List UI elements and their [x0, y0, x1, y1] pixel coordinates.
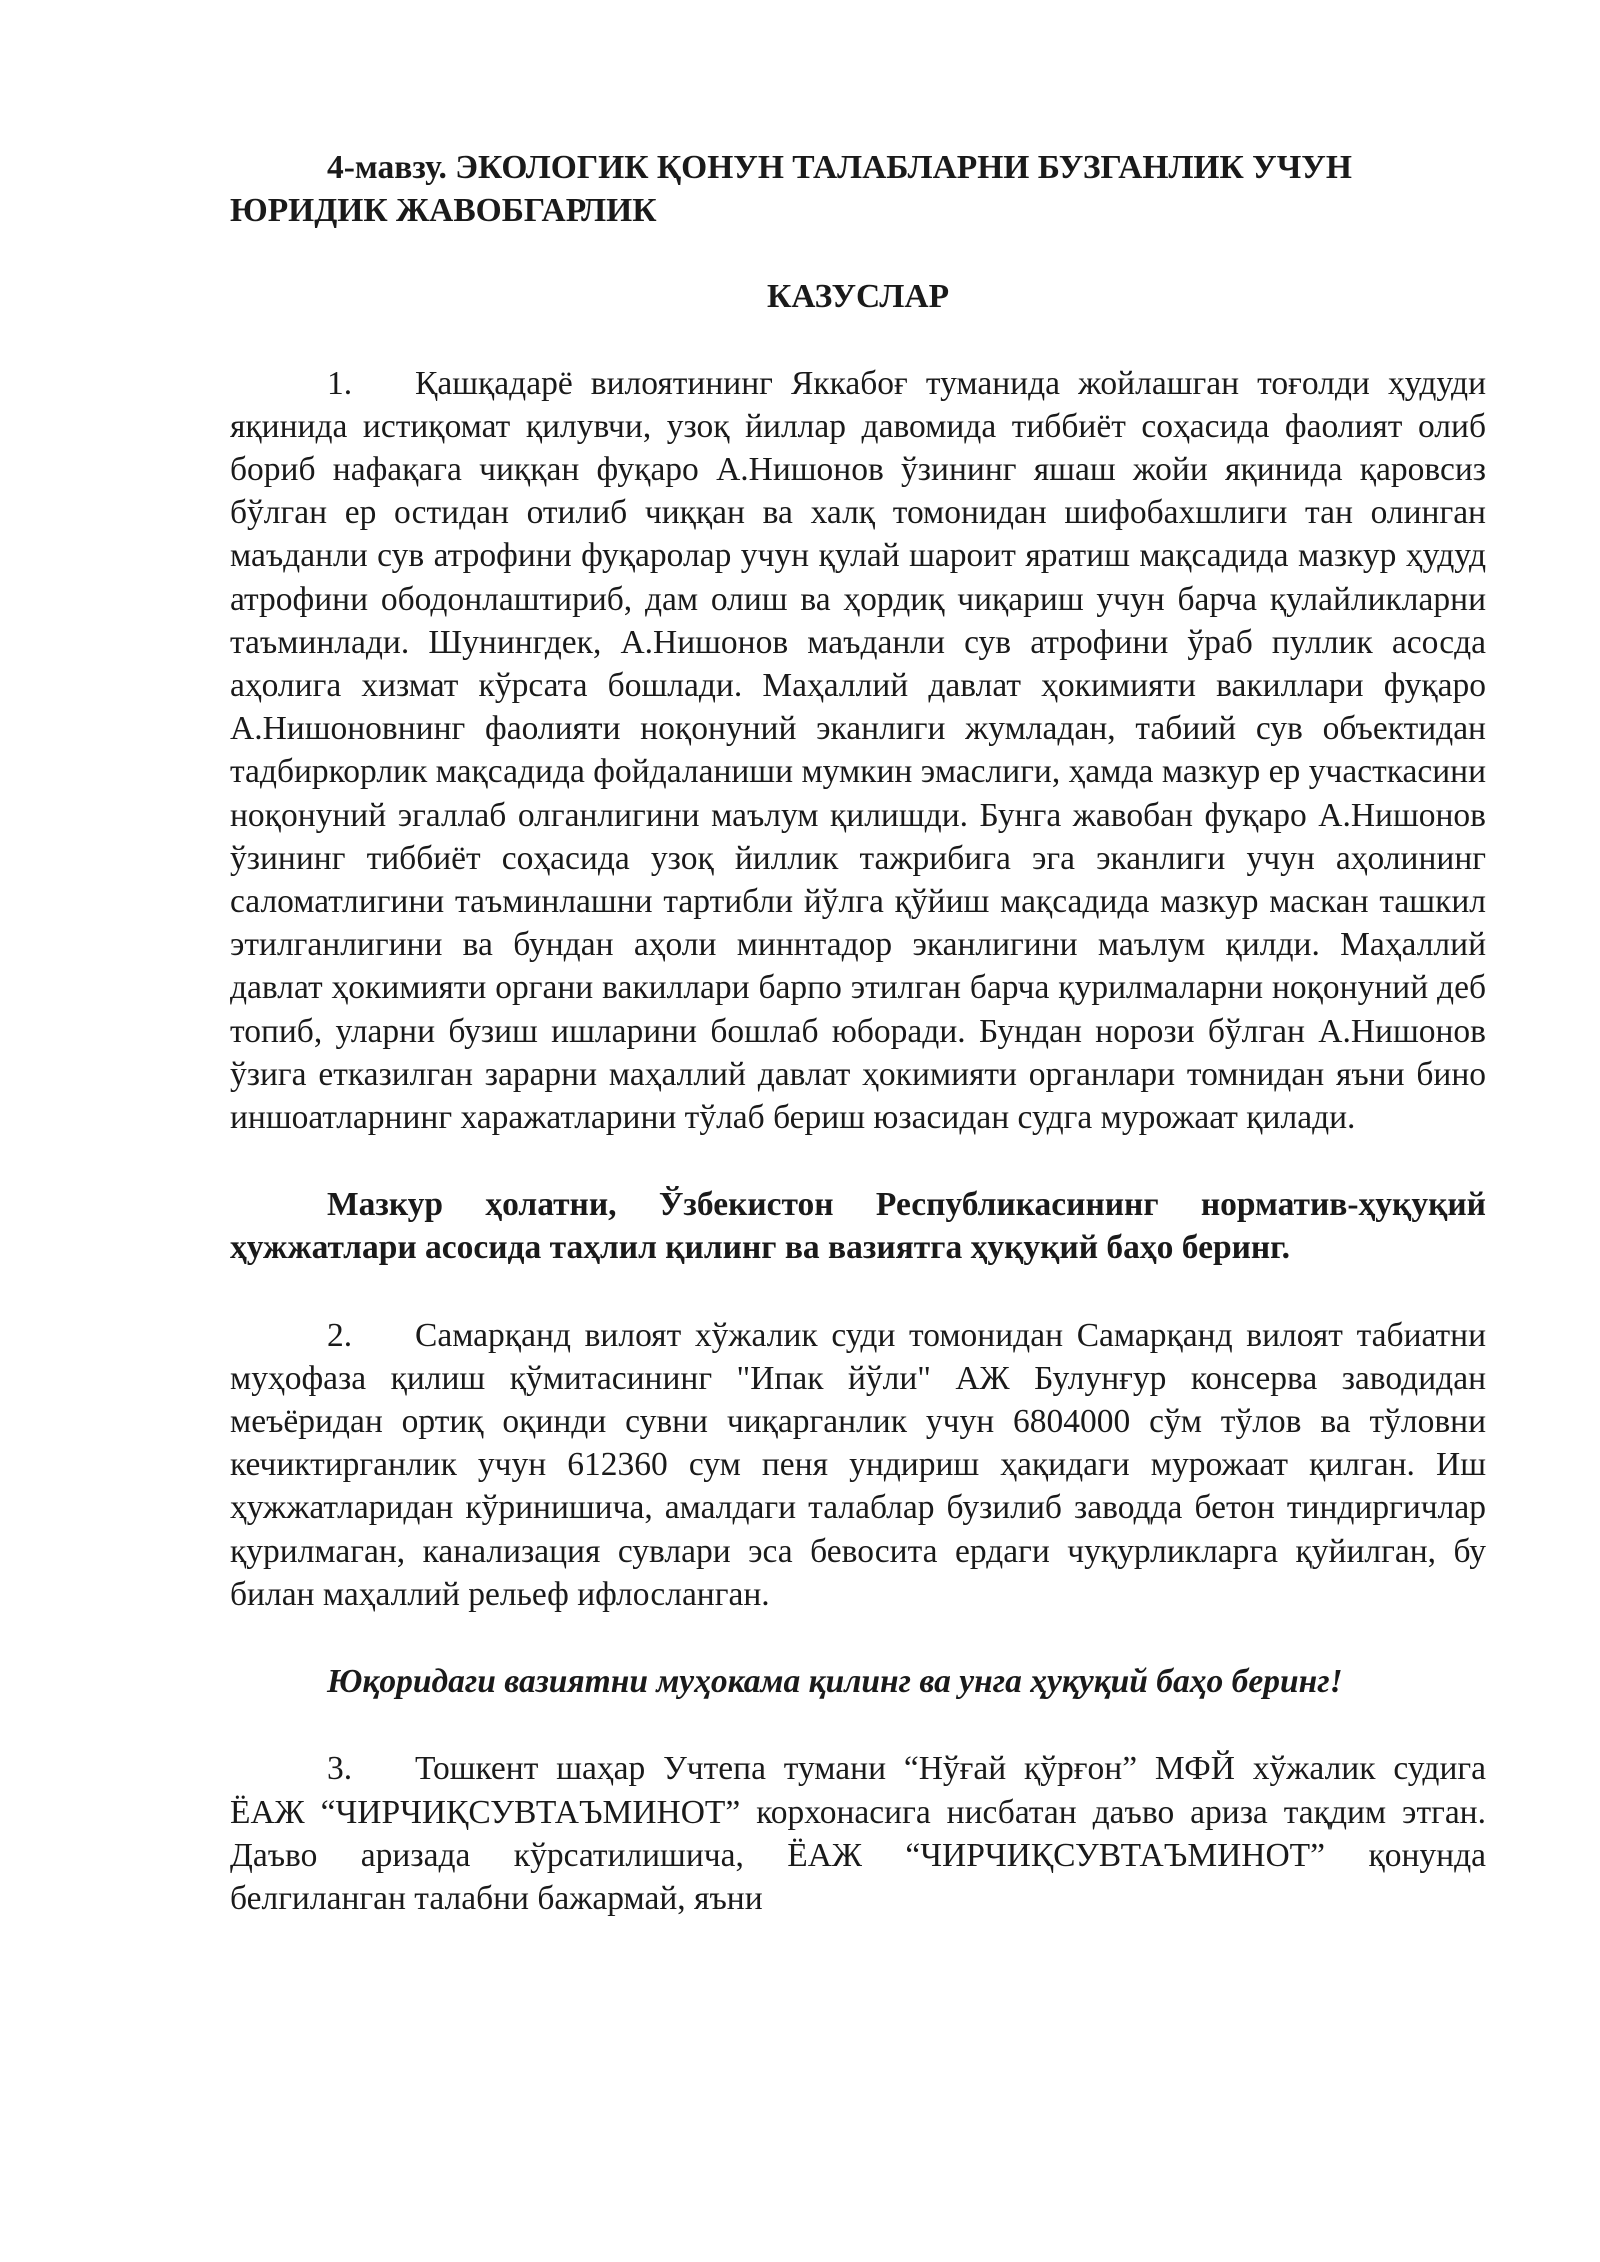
case-3-paragraph [230, 1747, 1486, 1920]
case-2-paragraph [230, 1314, 1486, 1616]
case-1-paragraph [230, 362, 1486, 1140]
section-title: КАЗУСЛАР [766, 278, 950, 316]
spacer [230, 232, 1486, 275]
case-1-task: Мазкур ҳолатни, Ўзбекистон Республикасининг норматив-ҳуқуқий ҳужжатлари асосида таҳлил қилинг ва вазиятга ҳуқуқий баҳо беринг. [230, 1186, 1486, 1267]
case-2-task: Юқоридаги вазиятни муҳокама қилинг ва унга ҳуқуқий баҳо беринг! [327, 1663, 1343, 1701]
spacer [230, 1139, 1486, 1183]
case-1-text: Қашқадарё вилоятининг Яккабоғ туманида жойлашган тоғолди ҳудуди яқинида истиқомат қилувчи, узоқ йиллар давомида тиббиёт соҳасида фаолият олиб бориб нафақага чиққан фуқаро А.Нишонов ўзининг яшаш жойи яқинида қаровсиз бўлган ер остидан отилиб чиққан ва халқ томонидан шифобахшлиги тан олинган маъданли сув атрофини фуқаролар учун қулай шароит яратиш мақсадида мазкур ҳудуд атрофини ободонлаштириб, дам олиш ва ҳордиқ чиқариш учун барча қулайликларни таъминлади. Шунингдек, А.Нишонов маъданли сув атрофини ўраб пуллик асосда аҳолига хизмат кўрсата бошлади. Маҳаллий давлат ҳокимияти вакиллари фуқаро А.Нишоновнинг фаолияти ноқонуний эканлиги жумладан, табиий сув объектидан тадбиркорлик мақсадида фойдаланиши мумкин эмаслиги, ҳамда мазкур ер участкасини ноқонуний эгаллаб олганлигини маълум қилишди. Бунга жавобан фуқаро А.Нишонов ўзининг тиббиёт соҳасида узоқ йиллик тажрибига эга эканлиги учун аҳолининг саломатлигини таъминлашни тартибли йўлга қўйиш мақсадида мазкур маскан ташкил этилганлигини ва бундан аҳоли миннтадор эканлигини маълум қилди. Маҳаллий давлат ҳокимияти органи вакиллари барпо этилган барча қурилмаларни ноқонуний деб топиб, уларни бузиш ишларини бошлаб юборади. Бундан норози бўлган А.Нишонов ўзига етказилган зарарни маҳаллий давлат ҳокимияти органлари томнидан яъни бино иншоатларнинг харажатларини тўлаб бериш юзасидан судга мурожаат қилади. [230, 364, 1486, 1137]
document-heading: 4-мавзу. ЭКОЛОГИК ҚОНУН ТАЛАБЛАРНИ БУЗГАНЛИК УЧУН ЮРИДИК ЖАВОБГАРЛИК [230, 149, 1352, 230]
spacer [230, 1270, 1486, 1314]
case-1-number: 1. [327, 364, 353, 402]
document-page [230, 146, 1486, 1920]
case-3-text: Тошкент шаҳар Учтепа тумани “Нўғай қўрғон” МФЙ хўжалик судига ЁАЖ “ЧИРЧИҚСУВТАЪМИНОТ” корхонасига нисбатан даъво ариза тақдим этган. Даъво аризада кўрсатилишича, ЁАЖ “ЧИРЧИҚСУВТАЪМИНОТ” қонунда белгиланган талабни бажармай, яъни [230, 1750, 1486, 1917]
case-2-number: 2. [327, 1316, 353, 1354]
spacer [230, 1616, 1486, 1660]
spacer [230, 1703, 1486, 1747]
case-3-number: 3. [327, 1750, 353, 1788]
spacer [230, 319, 1486, 362]
case-2-text: Самарқанд вилоят хўжалик суди томонидан Самарқанд вилоят табиатни муҳофаза қилиш қўмитасининг "Ипак йўли" АЖ Булунғур консерва заводидан меъёридан ортиқ оқинди сувни чиқарганлик учун 6804000 сўм тўлов ва тўловни кечиктирганлик учун 612360 сум пеня ундириш ҳақидаги мурожаат қилган. Иш ҳужжатларидан кўринишича, амалдаги талаблар бузилиб заводда бетон тиндиргичлар қурилмаган, канализация сувлари эса бевосита ердаги чуқурликларга қуйилган, бу билан маҳаллий рельеф ифлосланган. [230, 1316, 1486, 1613]
